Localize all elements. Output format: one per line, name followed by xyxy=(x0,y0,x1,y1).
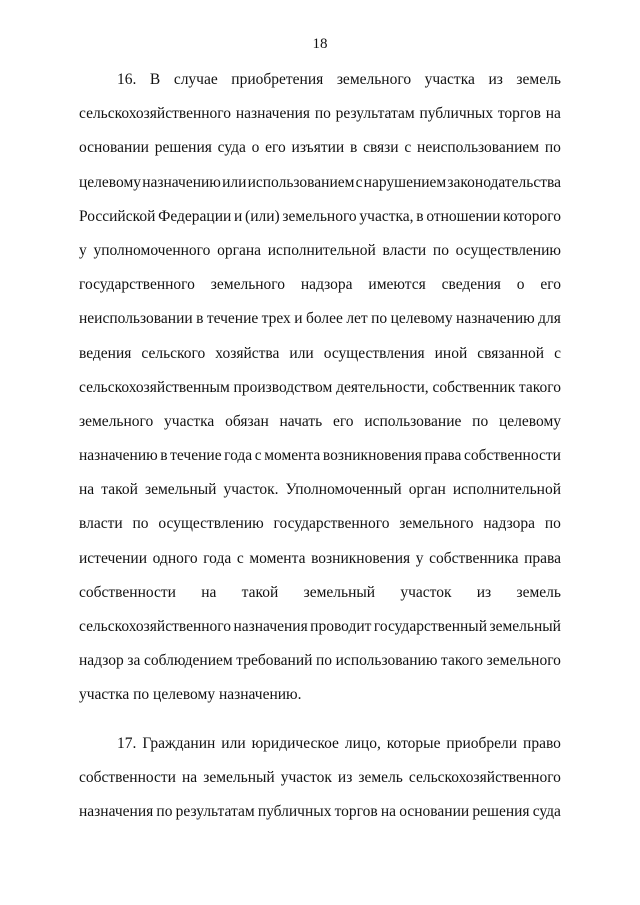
word: неиспользовании xyxy=(79,310,193,328)
word: назначения xyxy=(233,618,308,635)
word: В xyxy=(149,71,161,88)
word: земельный xyxy=(144,481,217,499)
word: права xyxy=(524,549,561,567)
word: которые xyxy=(386,735,441,752)
word: государственного xyxy=(273,515,390,533)
word: проводит xyxy=(310,618,372,635)
word: по xyxy=(432,241,449,259)
word: с xyxy=(236,549,244,567)
word: власти xyxy=(382,241,427,259)
text-line xyxy=(79,480,561,514)
word: для xyxy=(538,310,561,328)
word: по xyxy=(544,139,561,157)
page-number: 18 xyxy=(312,36,328,52)
word: лет xyxy=(346,310,368,328)
text-line xyxy=(79,241,561,275)
word: ведения xyxy=(79,344,132,362)
word: имеются xyxy=(368,276,426,294)
word: назначению xyxy=(142,173,221,191)
word: орган xyxy=(408,481,446,499)
word: на xyxy=(79,481,95,499)
word: земельного xyxy=(336,71,412,88)
word: трех xyxy=(261,310,291,328)
word: по xyxy=(371,310,388,328)
word: осуществлению xyxy=(455,241,561,259)
word: надзор xyxy=(79,652,124,670)
text-line xyxy=(79,70,561,104)
word: по xyxy=(314,105,331,123)
word: момента xyxy=(249,549,306,567)
word: у xyxy=(415,549,424,567)
word: возникновения xyxy=(311,549,411,567)
word: года xyxy=(224,447,253,465)
word: участок xyxy=(280,769,332,787)
word: его xyxy=(265,139,286,157)
word: земель xyxy=(516,583,561,601)
word: по xyxy=(544,515,561,533)
word: Уполномоченный xyxy=(285,481,402,499)
word: Гражданин xyxy=(142,735,216,752)
word: сельского xyxy=(141,344,206,362)
word: собственности xyxy=(79,583,176,601)
word: исполнительной xyxy=(267,241,376,259)
word: право xyxy=(523,735,561,752)
text-line xyxy=(79,514,561,548)
word: нарушением xyxy=(363,173,447,191)
word: одного xyxy=(152,549,198,567)
word: земельный xyxy=(303,583,376,601)
word: или xyxy=(221,735,246,752)
word: назначению xyxy=(456,310,535,328)
word: торгов xyxy=(334,803,378,821)
word: такого xyxy=(441,652,484,670)
word: земельный xyxy=(203,769,275,787)
word: собственника xyxy=(429,549,519,567)
word: на xyxy=(201,583,217,601)
word: сельскохозяйственного xyxy=(79,105,232,123)
text-line xyxy=(79,651,561,685)
word: надзора xyxy=(300,276,353,294)
word: истечении xyxy=(79,549,148,567)
word: его xyxy=(332,412,354,430)
text-line xyxy=(79,734,561,768)
word: земельного xyxy=(486,652,561,670)
word: целевому xyxy=(79,173,142,191)
word: использованием xyxy=(247,173,355,191)
word: основании xyxy=(399,803,470,821)
word: земель xyxy=(516,71,561,88)
word: приобретения xyxy=(231,71,324,88)
text-line xyxy=(79,549,561,583)
word: его xyxy=(540,276,561,294)
word: соблюдением xyxy=(144,652,233,670)
word: по xyxy=(156,803,173,821)
word: уполномоченного xyxy=(93,241,211,259)
word: участок. xyxy=(223,481,279,499)
word: суда xyxy=(532,803,561,821)
word: момента xyxy=(264,447,321,465)
word: 17. xyxy=(117,735,137,752)
word: основании xyxy=(79,139,149,157)
word: связанной xyxy=(477,344,545,362)
word: 16. xyxy=(117,71,137,88)
word: земельного xyxy=(399,515,474,533)
word: за xyxy=(127,652,141,670)
word: торгов xyxy=(497,105,541,123)
word: с xyxy=(404,139,412,157)
word: юридическое xyxy=(251,735,339,752)
text-line xyxy=(79,207,561,241)
word: отношении xyxy=(426,207,501,225)
text-line xyxy=(79,104,561,138)
word: назначению xyxy=(79,447,158,465)
text-line xyxy=(79,138,561,172)
word: или xyxy=(289,344,314,362)
word: земельного xyxy=(79,412,154,430)
paragraph-17 xyxy=(79,734,561,837)
text-line xyxy=(79,583,561,617)
word: деятельности, xyxy=(336,378,429,396)
word: течение xyxy=(206,310,259,328)
word: связи xyxy=(363,139,399,157)
word: изъятии xyxy=(291,139,345,157)
word: неиспользованием xyxy=(417,139,540,157)
word: из xyxy=(476,583,492,601)
word: в xyxy=(160,447,168,465)
word: Российской xyxy=(79,207,156,225)
text-line xyxy=(79,173,561,207)
word: решения xyxy=(472,803,530,821)
word: Федерации xyxy=(158,207,232,225)
word: хозяйства xyxy=(215,344,280,362)
word: по xyxy=(316,652,333,670)
word: использование xyxy=(364,412,462,430)
word: из xyxy=(337,769,353,787)
word: такой xyxy=(241,583,279,601)
word: сельскохозяйственного xyxy=(79,618,232,635)
word: собственник xyxy=(432,378,516,396)
word: и xyxy=(294,310,303,328)
word: обязан xyxy=(225,412,269,430)
word: которого xyxy=(503,207,561,225)
word: участка, xyxy=(359,207,414,225)
word: производством xyxy=(233,378,333,396)
word: исполнительной xyxy=(452,481,561,499)
word: приобрели xyxy=(446,735,518,752)
word: в xyxy=(349,139,358,157)
word: земельного xyxy=(282,207,357,225)
word: случае xyxy=(173,71,218,88)
word: о xyxy=(251,139,260,157)
word: результатам xyxy=(175,803,255,821)
text-line xyxy=(79,446,561,480)
word: государственный xyxy=(373,618,488,635)
word: осуществлению xyxy=(158,515,264,533)
text-line xyxy=(79,378,561,412)
word: участка xyxy=(164,412,215,430)
word: сельскохозяйственным xyxy=(79,378,230,396)
text-line xyxy=(79,617,561,651)
word: с xyxy=(554,344,561,362)
word: органа xyxy=(217,241,262,259)
word: иной xyxy=(434,344,468,362)
paragraph-16 xyxy=(79,70,561,720)
word: по xyxy=(472,412,489,430)
text-line xyxy=(79,309,561,343)
word: в xyxy=(196,310,204,328)
word: лицо, xyxy=(344,735,381,752)
word: или xyxy=(222,173,247,191)
text-line xyxy=(79,802,561,836)
word: собственности xyxy=(463,447,561,465)
word: возникновения xyxy=(322,447,422,465)
word: с xyxy=(355,173,363,191)
word: с xyxy=(254,447,262,465)
word: права xyxy=(424,447,462,465)
word: на xyxy=(181,769,198,787)
word: участок xyxy=(400,583,452,601)
word: начать xyxy=(279,412,323,430)
word: суда xyxy=(217,139,246,157)
word: целевому xyxy=(390,310,453,328)
word: требований xyxy=(236,652,313,670)
word: такой xyxy=(101,481,138,499)
word: о xyxy=(516,276,525,294)
word: власти xyxy=(79,515,123,533)
word: у xyxy=(79,241,87,259)
word: земельный xyxy=(489,618,561,635)
word: и xyxy=(234,207,243,225)
word: законодательства xyxy=(447,173,561,191)
word: целевому xyxy=(498,412,561,430)
word: назначения xyxy=(79,803,154,821)
word: надзора xyxy=(483,515,536,533)
word: земель xyxy=(358,769,403,787)
word: по xyxy=(132,515,149,533)
text-line: участка по целевому назначению. xyxy=(79,686,302,704)
word: из xyxy=(488,71,503,88)
word: более xyxy=(305,310,343,328)
text-line xyxy=(79,768,561,802)
word: публичных xyxy=(419,105,494,123)
word: публичных xyxy=(257,803,332,821)
text-line xyxy=(79,344,561,378)
word: собственности xyxy=(79,769,176,787)
word: сведения xyxy=(441,276,501,294)
word: такого xyxy=(518,378,561,396)
text-line xyxy=(79,412,561,446)
word: (или) xyxy=(245,207,280,225)
word: назначения xyxy=(235,105,311,123)
word: земельного xyxy=(210,276,286,294)
word: участка xyxy=(424,71,475,88)
word: решения xyxy=(154,139,212,157)
word: на xyxy=(545,105,561,123)
word: года xyxy=(203,549,232,567)
word: использованию xyxy=(335,652,438,670)
word: течение xyxy=(170,447,222,465)
word: осуществления xyxy=(323,344,425,362)
word: результатам xyxy=(335,105,415,123)
text-line xyxy=(79,275,561,309)
word: в xyxy=(416,207,424,225)
word: сельскохозяйственного xyxy=(408,769,561,787)
word: государственного xyxy=(79,276,195,294)
word: на xyxy=(380,803,397,821)
